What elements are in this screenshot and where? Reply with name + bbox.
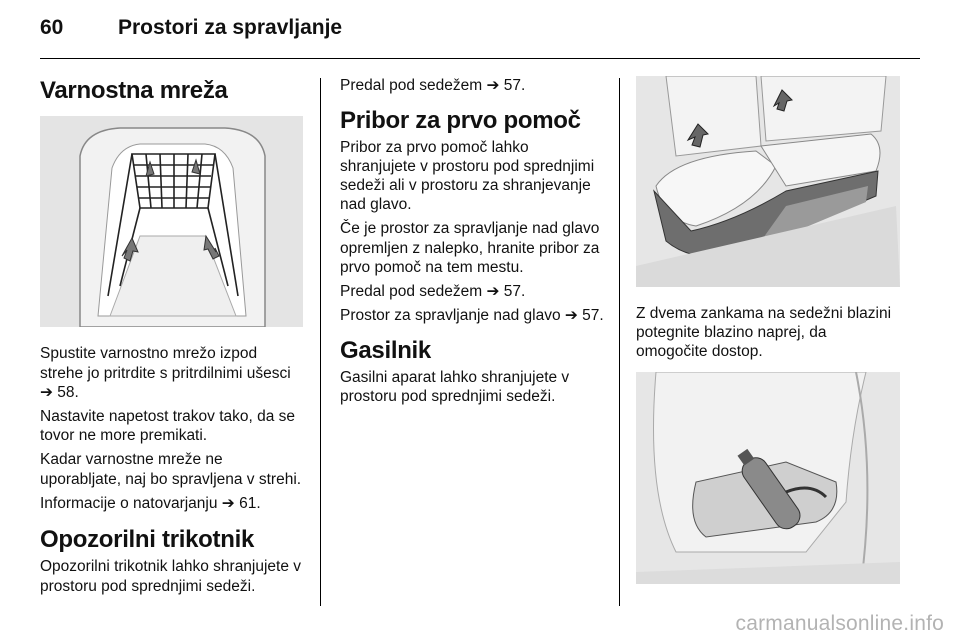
column-3 — [636, 74, 902, 584]
paragraph: Opozorilni trikotnik lahko shranjujete v prostoru pod sprednjimi sedeži. — [40, 558, 302, 595]
page-header — [40, 16, 920, 56]
paragraph: Gasilni aparat lahko shranjujete v prostoru pod sprednjimi sedeži. — [340, 368, 570, 406]
section-heading-fire-extinguisher: Gasilnik — [340, 337, 431, 365]
paragraph: Kadar varnostne mreže ne uporabljate, naj bo spravljena v strehi. — [40, 451, 302, 488]
column-divider-2 — [619, 78, 620, 606]
paragraph: Če je prostor za spravljanje nad glavo opremljen z nalepko, hranite pribor za prvo pomoč na tem mestu. — [340, 220, 600, 276]
paragraph: Prostor za spravljanje nad glavo ➔ 57. — [340, 307, 604, 325]
safety-net-illustration — [40, 116, 303, 327]
paragraph: Z dvema zankama na sedežni blazini potegnite blazino naprej, da omogočite dostop. — [636, 305, 892, 361]
fire-extinguisher-illustration — [636, 372, 900, 584]
paragraph: Nastavite napetost trakov tako, da se tovor ne more premikati. — [40, 408, 296, 445]
page-number: 60 — [40, 16, 64, 39]
column-1 — [40, 74, 304, 601]
column-2 — [340, 74, 604, 411]
column-divider-1 — [320, 78, 321, 606]
paragraph: Predal pod sedežem ➔ 57. — [340, 77, 526, 94]
paragraph: Predal pod sedežem ➔ 57. — [340, 283, 526, 301]
watermark: carmanualsonline.info — [735, 612, 944, 635]
header-rule — [40, 58, 920, 59]
paragraph: Informacije o natovarjanju ➔ 61. — [40, 494, 261, 512]
section-heading-warning-triangle: Opozorilni trikotnik — [40, 526, 254, 554]
paragraph: Spustite varnostno mrežo izpod strehe jo pritrdite s pritrdilnimi ušesci ➔ 58. — [40, 345, 291, 401]
seat-cushion-illustration — [636, 76, 900, 287]
section-heading-safety-net: Varnostna mreža — [40, 77, 228, 104]
paragraph: Pribor za prvo pomoč lahko shranjujete v prostoru pod sprednjimi sedeži ali v prostoru za shranjevanje nad glavo. — [340, 138, 595, 214]
section-heading-first-aid: Pribor za prvo pomoč — [340, 107, 581, 135]
running-title: Prostori za spravljanje — [118, 16, 343, 39]
